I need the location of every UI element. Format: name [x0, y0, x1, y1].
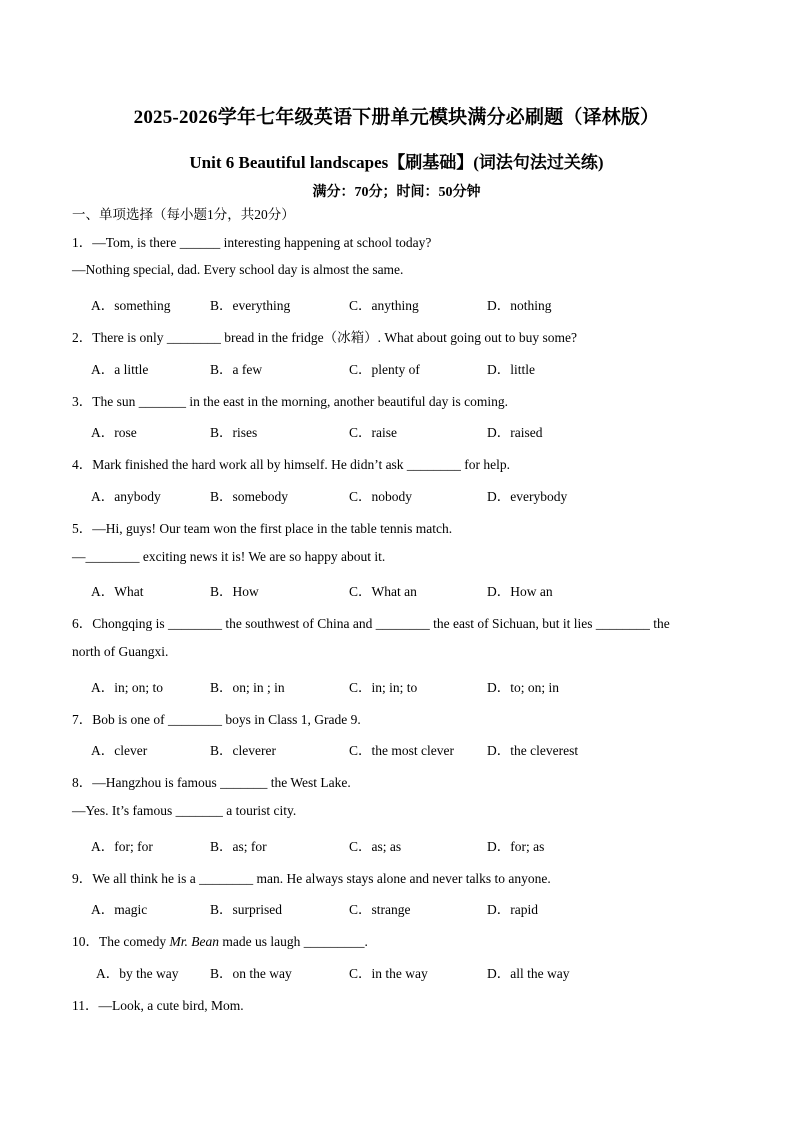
question-5-stem: 5．—Hi, guys! Our team won the first place in the table tennis match.	[72, 521, 453, 536]
question-1-option-c[interactable]: C．anything	[349, 298, 419, 313]
section-heading: 一、单项选择（每小题1分，共20分）	[72, 207, 295, 222]
question-10-stem	[72, 930, 368, 950]
question-8-stem-2: —Yes. It’s famous _______ a tourist city.	[72, 803, 297, 818]
question-6-stem: 6．Chongqing is ________ the southwest of China and ________ the east of Sichuan, but it lies ________ the	[72, 616, 670, 631]
question-7-option-a[interactable]: A．clever	[91, 743, 148, 758]
question-2-option-c[interactable]: C．plenty of	[349, 362, 420, 377]
question-10-option-a[interactable]: A．by the way	[96, 966, 179, 981]
question-8-option-b[interactable]: B．as; for	[210, 839, 267, 854]
question-7-option-d[interactable]: D．the cleverest	[487, 743, 579, 758]
question-1-stem: 1．—Tom, is there ______ interesting happening at school today?	[72, 235, 432, 250]
question-10-option-d[interactable]: D．all the way	[487, 966, 570, 981]
question-5-option-d[interactable]: D．How an	[487, 584, 553, 599]
question-6-option-d[interactable]: D．to; on; in	[487, 680, 560, 695]
question-3-option-c[interactable]: C．raise	[349, 425, 397, 440]
question-6-option-a[interactable]: A．in; on; to	[91, 680, 164, 695]
question-8-option-d[interactable]: D．for; as	[487, 839, 545, 854]
page-title: 2025-2026学年七年级英语下册单元模块满分必刷题（译林版）	[133, 107, 660, 128]
question-6-option-b[interactable]: B．on; in ; in	[210, 680, 285, 695]
question-3-stem: 3．The sun _______ in the east in the morning, another beautiful day is coming.	[72, 394, 509, 409]
question-7-option-b[interactable]: B．cleverer	[210, 743, 276, 758]
question-3-option-a[interactable]: A．rose	[91, 425, 137, 440]
question-4-option-b[interactable]: B．somebody	[210, 489, 289, 504]
question-7-option-c[interactable]: C．the most clever	[349, 743, 454, 758]
question-1-stem-2: —Nothing special, dad. Every school day is almost the same.	[72, 262, 404, 277]
question-1-option-b[interactable]: B．everything	[210, 298, 291, 313]
question-2-option-a[interactable]: A．a little	[91, 362, 149, 377]
question-5-option-a[interactable]: A．What	[91, 584, 144, 599]
question-6-option-c[interactable]: C．in; in; to	[349, 680, 418, 695]
question-4-option-a[interactable]: A．anybody	[91, 489, 161, 504]
question-3-option-b[interactable]: B．rises	[210, 425, 258, 440]
question-9-stem: 9．We all think he is a ________ man. He always stays alone and never talks to anyone.	[72, 871, 551, 886]
question-9-option-c[interactable]: C．strange	[349, 902, 411, 917]
question-7-stem: 7．Bob is one of ________ boys in Class 1, Grade 9.	[72, 712, 361, 727]
question-1-option-d[interactable]: D．nothing	[487, 298, 552, 313]
question-2-stem: 2．There is only ________ bread in the fridge（冰箱）. What about going out to buy some?	[72, 330, 578, 345]
score-time-line: 满分：70分；时间：50分钟	[312, 185, 481, 200]
question-1-option-a[interactable]: A．something	[91, 298, 171, 313]
question-8-option-c[interactable]: C．as; as	[349, 839, 402, 854]
question-10-stem-title: Mr. Bean	[169, 934, 219, 949]
question-2-option-d[interactable]: D．little	[487, 362, 535, 377]
question-4-option-d[interactable]: D．everybody	[487, 489, 568, 504]
question-10-stem-start: 10．The comedy	[72, 934, 170, 949]
question-9-option-b[interactable]: B．surprised	[210, 902, 282, 917]
question-10-option-b[interactable]: B．on the way	[210, 966, 292, 981]
question-9-option-a[interactable]: A．magic	[91, 902, 148, 917]
question-2-option-b[interactable]: B．a few	[210, 362, 263, 377]
question-5-option-b[interactable]: B．How	[210, 584, 259, 599]
question-11-stem: 11．—Look, a cute bird, Mom.	[72, 998, 244, 1013]
question-4-option-c[interactable]: C．nobody	[349, 489, 413, 504]
question-10-option-c[interactable]: C．in the way	[349, 966, 428, 981]
page-subtitle: Unit 6 Beautiful landscapes【刷基础】(词法句法过关练)	[189, 153, 604, 172]
question-10-stem-end: made us laugh _________.	[218, 934, 368, 949]
question-5-option-c[interactable]: C．What an	[349, 584, 417, 599]
question-6-stem-2: north of Guangxi.	[72, 644, 169, 659]
question-8-stem: 8．—Hangzhou is famous _______ the West Lake.	[72, 775, 351, 790]
question-4-stem: 4．Mark finished the hard work all by himself. He didn’t ask ________ for help.	[72, 457, 511, 472]
question-9-option-d[interactable]: D．rapid	[487, 902, 538, 917]
question-3-option-d[interactable]: D．raised	[487, 425, 543, 440]
question-8-option-a[interactable]: A．for; for	[91, 839, 153, 854]
question-5-stem-2: —________ exciting news it is! We are so happy about it.	[72, 549, 386, 564]
